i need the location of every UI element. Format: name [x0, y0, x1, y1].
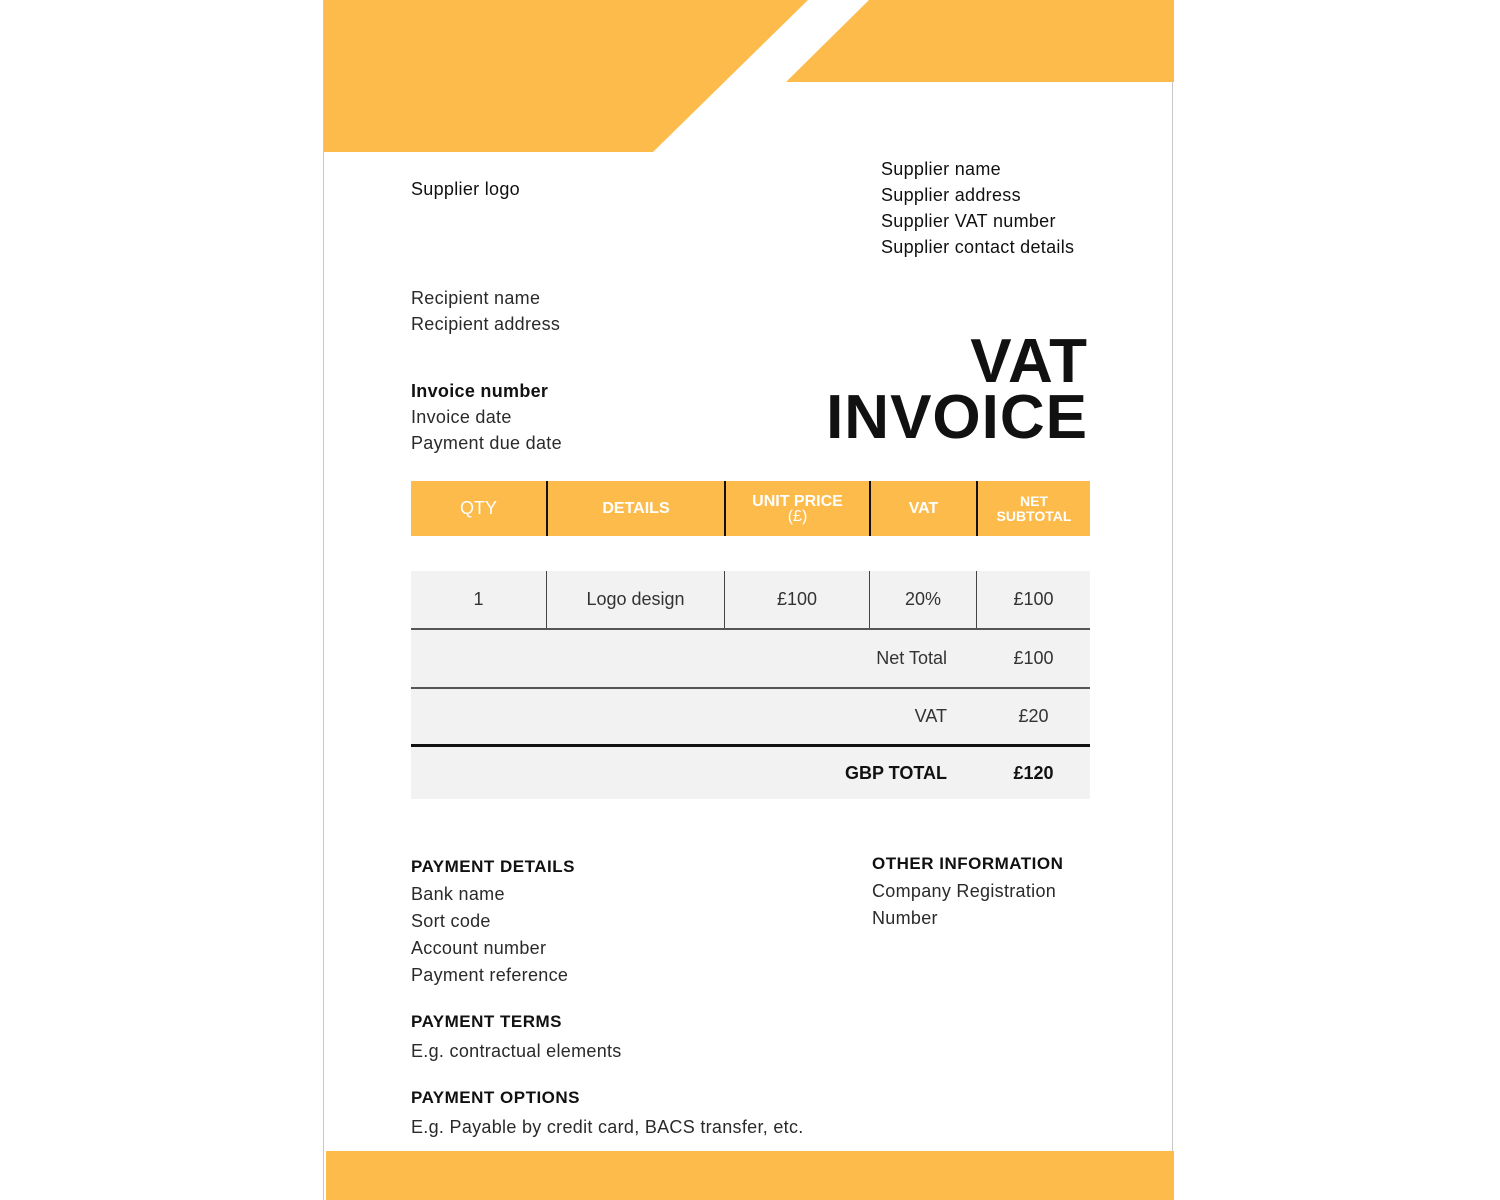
recipient-block [411, 285, 560, 337]
other-information-heading: OTHER INFORMATION [872, 854, 1064, 873]
page-title [826, 327, 1088, 452]
supplier-contact-details: Supplier contact details [881, 237, 1075, 257]
header-vat: VAT [869, 481, 976, 536]
other-information-section [872, 854, 1063, 932]
header-unit-price [724, 481, 869, 536]
cell-qty: 1 [473, 589, 484, 609]
invoice-meta-block [411, 378, 562, 456]
payment-options-heading: PAYMENT OPTIONS [411, 1088, 581, 1107]
header-net-line2: SUBTOTAL [996, 507, 1072, 524]
cell-net-subtotal: £100 [976, 571, 1090, 628]
header-unit-price-line1: UNIT PRICE [752, 492, 843, 510]
payment-due-date: Payment due date [411, 433, 562, 453]
recipient-address: Recipient address [411, 314, 561, 334]
supplier-vat-number: Supplier VAT number [881, 211, 1056, 231]
invoice-page [323, 0, 1173, 1200]
bank-name: Bank name [411, 884, 505, 904]
net-total-value: £100 [1013, 648, 1054, 668]
header-qty: QTY [459, 498, 497, 518]
cell-unit-price: £100 [724, 571, 869, 628]
table-row [411, 571, 1090, 630]
vat-value: £20 [1018, 706, 1049, 726]
payment-terms-section [411, 1012, 622, 1064]
cell-vat: 20% [869, 571, 976, 628]
net-total-label: Net Total [876, 648, 947, 668]
recipient-name: Recipient name [411, 288, 541, 308]
supplier-logo-placeholder: Supplier logo [411, 179, 520, 199]
payment-reference: Payment reference [411, 965, 569, 985]
vat-label: VAT [914, 706, 947, 726]
invoice-number: Invoice number [411, 381, 549, 401]
cell-details: Logo design [546, 571, 724, 628]
company-registration-line2: Number [872, 908, 938, 928]
table-header [411, 481, 1090, 536]
gbp-total-value: £120 [1013, 762, 1054, 783]
footer-bar [326, 1151, 1174, 1200]
payment-terms-text: E.g. contractual elements [411, 1041, 622, 1061]
payment-details-heading: PAYMENT DETAILS [411, 857, 575, 876]
payment-details-section [411, 857, 575, 989]
table-body [411, 571, 1090, 799]
vat-row [411, 689, 1090, 747]
supplier-address: Supplier address [881, 185, 1021, 205]
payment-options-section [411, 1088, 804, 1140]
header-details: DETAILS [546, 481, 724, 536]
header-net-subtotal [976, 481, 1090, 536]
header-decoration [324, 0, 1174, 160]
net-total-row [411, 630, 1090, 689]
header-net-line1: NET [1020, 492, 1048, 509]
title-line-1: VAT [970, 327, 1088, 396]
supplier-block [881, 156, 1074, 260]
payment-options-text: E.g. Payable by credit card, BACS transfer, etc. [411, 1117, 804, 1137]
title-line-2: INVOICE [826, 383, 1088, 452]
gbp-total-row [411, 747, 1090, 799]
company-registration-line1: Company Registration [872, 881, 1057, 901]
payment-terms-heading: PAYMENT TERMS [411, 1012, 563, 1031]
header-unit-price-line2: (£) [787, 507, 808, 525]
invoice-date: Invoice date [411, 407, 512, 427]
gbp-total-label: GBP TOTAL [844, 762, 947, 783]
supplier-name: Supplier name [881, 159, 1001, 179]
sort-code: Sort code [411, 911, 491, 931]
account-number: Account number [411, 938, 547, 958]
